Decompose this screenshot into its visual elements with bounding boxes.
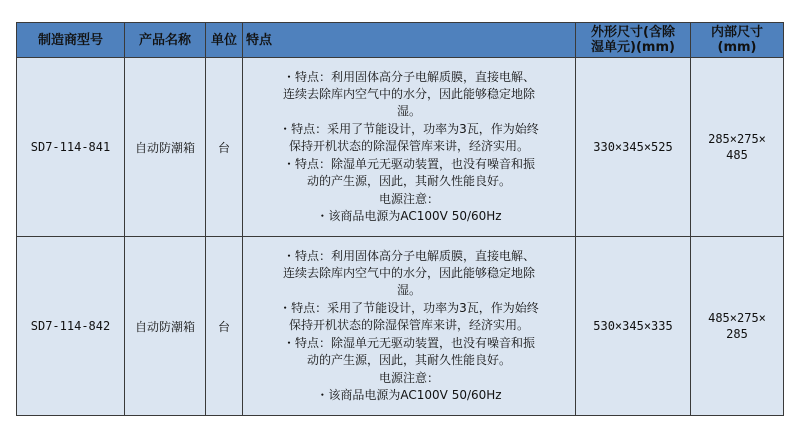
- table-row: [17, 237, 784, 416]
- header-inner-size-line2: (mm): [717, 40, 757, 55]
- header-model: 制造商型号: [17, 23, 125, 58]
- feature-line: ・特点：利用固体高分子电解质膜，直接电解、: [282, 69, 535, 84]
- header-outer-size: [576, 23, 691, 58]
- feature-line: ・特点：利用固体高分子电解质膜，直接电解、: [282, 248, 535, 263]
- cell-model: SD7-114-842: [17, 237, 125, 416]
- table-row: [17, 58, 784, 237]
- feature-line: 保持开机状态的除湿保管库来讲，经济实用。: [288, 139, 529, 154]
- cell-product-name: 自动防潮箱: [125, 237, 206, 416]
- cell-model: SD7-114-841: [17, 58, 125, 237]
- header-outer-size-line1: 外形尺寸(含除: [591, 25, 675, 40]
- header-features: 特点: [243, 23, 576, 58]
- feature-line: 电源注意：: [378, 370, 439, 385]
- feature-line: 电源注意：: [378, 191, 439, 206]
- feature-line: ・特点：除湿单元无驱动装置，也没有噪音和振: [282, 156, 535, 171]
- cell-unit: 台: [206, 58, 243, 237]
- inner-size-line2: 285: [726, 327, 748, 341]
- feature-line: ・该商品电源为AC100V 50/60Hz: [316, 208, 502, 223]
- product-spec-table: [16, 22, 784, 416]
- feature-line: ・特点：除湿单元无驱动装置，也没有噪音和振: [282, 335, 535, 350]
- cell-features: [243, 237, 576, 416]
- cell-unit: 台: [206, 237, 243, 416]
- cell-outer-size: 530×345×335: [576, 237, 691, 416]
- feature-line: 湿。: [396, 104, 421, 119]
- cell-product-name: 自动防潮箱: [125, 58, 206, 237]
- cell-outer-size: 330×345×525: [576, 58, 691, 237]
- feature-line: 保持开机状态的除湿保管库来讲，经济实用。: [288, 318, 529, 333]
- cell-features: [243, 58, 576, 237]
- header-outer-size-line2: 湿单元)(mm): [591, 40, 675, 55]
- feature-line: ・该商品电源为AC100V 50/60Hz: [316, 387, 502, 402]
- header-inner-size: [691, 23, 784, 58]
- header-row: [17, 23, 784, 58]
- header-product-name: 产品名称: [125, 23, 206, 58]
- feature-line: ・特点：采用了节能设计，功率为3瓦，作为始终: [279, 300, 539, 315]
- feature-line: 连续去除库内空气中的水分，因此能够稳定地除: [282, 87, 535, 102]
- inner-size-line1: 485×275×: [708, 311, 766, 325]
- feature-line: ・特点：采用了节能设计，功率为3瓦，作为始终: [279, 121, 539, 136]
- feature-line: 湿。: [396, 283, 421, 298]
- feature-line: 连续去除库内空气中的水分，因此能够稳定地除: [282, 266, 535, 281]
- feature-line: 动的产生源，因此，其耐久性能良好。: [306, 174, 511, 189]
- feature-line: 动的产生源，因此，其耐久性能良好。: [306, 353, 511, 368]
- header-inner-size-line1: 内部尺寸: [710, 25, 763, 40]
- inner-size-line1: 285×275×: [708, 132, 766, 146]
- cell-inner-size: [691, 237, 784, 416]
- cell-inner-size: [691, 58, 784, 237]
- header-unit: 单位: [206, 23, 243, 58]
- inner-size-line2: 485: [726, 148, 748, 162]
